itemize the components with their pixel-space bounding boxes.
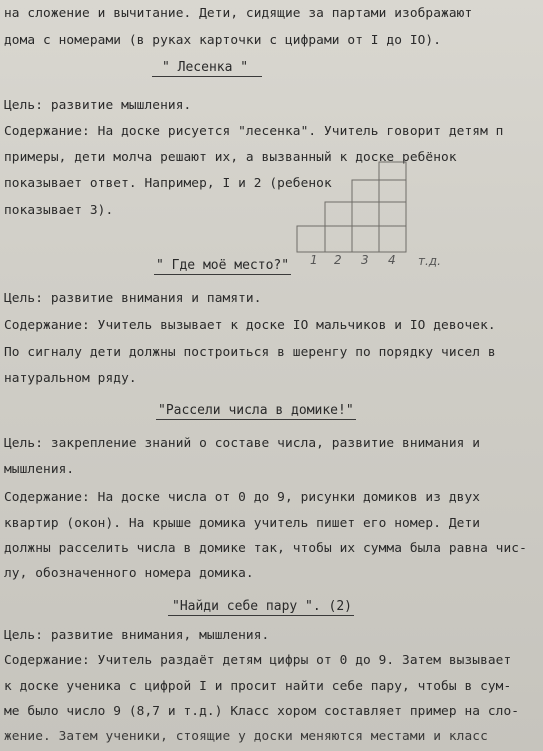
goal-line: Цель: развитие внимания, мышления. [4,628,270,643]
text-line: натуральном ряду. [4,371,137,386]
text-line: дома с номерами (в руках карточки с цифрами от I до IO). [4,33,442,48]
text-line: квартир (окон). На крыше домика учитель пишет его номер. Дети [4,516,481,531]
text-line: Содержание: Учитель раздаёт детям цифры от 0 до 9. Затем вызывает [4,653,512,668]
ladder-cell [352,202,379,226]
ladder-cell [352,226,379,252]
ladder-cell [379,226,406,252]
ladder-cell [379,162,406,180]
section-title-where-is-my-place [154,258,291,274]
text-line: ме было число 9 (8,7 и т.д.) Класс хором составляет пример на сло- [4,704,520,719]
ladder-cell [297,226,325,252]
ladder-label: 4 [388,253,396,267]
ladder-label: 2 [334,253,342,267]
text-line: мышления. [4,462,75,477]
text-line: Содержание: На доске числа от 0 до 9, рисунки домиков из двух [4,490,481,505]
section-title-text: "Найди себе пару ". (2) [168,599,354,616]
text-line: По сигналу дети должны построиться в шеренгу по порядку чисел в [4,345,496,360]
text-line: жение. Затем ученики, стоящие у доски меняются местами и класс [4,729,488,744]
section-title-text: "Рассели числа в домике!" [158,403,354,418]
text-line: показывает 3). [4,203,114,218]
section-title-text: " Лесенка " [152,60,262,77]
text-line: показывает ответ. Например, I и 2 (ребенок [4,176,332,191]
ladder-cell [325,226,352,252]
ladder-cell [379,202,406,226]
text-line: на сложение и вычитание. Дети, сидящие за партами изображают [4,6,473,21]
text-line: к доске ученика с цифрой I и просит найти себе пару, чтобы в сум- [4,679,512,694]
section-title-text: " Где моё место?" [156,258,290,273]
section-title-lesenka [152,60,262,76]
section-title-find-a-pair [168,599,354,615]
ladder-diagram [296,160,416,256]
ladder-cell [352,180,379,202]
ladder-label: 1 [310,253,318,267]
ladder-label: т.д. [418,254,441,268]
text-line: должны расселить числа в домике так, чтобы их сумма была равна чис- [4,541,527,556]
text-line: лу, обозначенного номера домика. [4,566,254,581]
goal-line: Цель: развитие внимания и памяти. [4,291,262,306]
goal-line: Цель: закрепление знаний о составе числа, развитие внимания и [4,436,481,451]
ladder-cell [325,202,352,226]
ladder-cell [379,180,406,202]
ladder-label: 3 [361,253,369,267]
text-line: Содержание: Учитель вызывает к доске IO мальчиков и IO девочек. [4,318,496,333]
section-title-settle-numbers [156,403,356,419]
goal-line: Цель: развитие мышления. [4,98,192,113]
text-line: Содержание: На доске рисуется "лесенка". Учитель говорит детям п [4,124,504,139]
text-line: примеры, дети молча решают их, а вызванный к доске ребёнок [4,150,457,165]
